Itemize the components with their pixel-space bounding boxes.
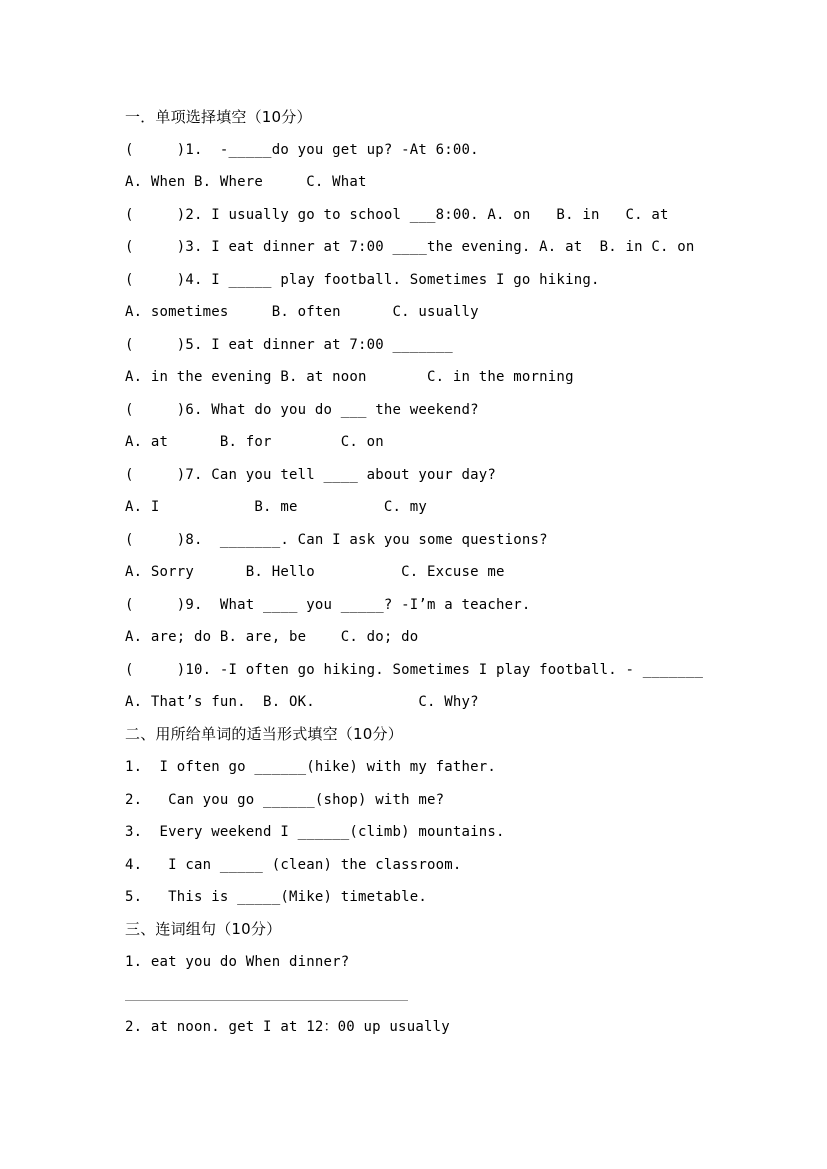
mc-options-4: A. sometimes B. often C. usually xyxy=(125,304,479,320)
section-two-title: 二、用所给单词的适当形式填空（10分） xyxy=(125,725,403,743)
mc-question-5: ( )5. I eat dinner at 7:00 _______ xyxy=(125,337,453,353)
section-one-title: 一．单项选择填空（10分） xyxy=(125,108,312,126)
mc-question-8: ( )8. _______. Can I ask you some questions? xyxy=(125,532,548,548)
order-question-2: 2. at noon. get I at 12：00 up usually xyxy=(125,1019,450,1035)
mc-options-7: A. I B. me C. my xyxy=(125,499,428,515)
answer-line xyxy=(125,1000,408,1001)
mc-options-9: A. are; do B. are, be C. do; do xyxy=(125,629,419,645)
mc-question-10: ( )10. -I often go hiking. Sometimes I play football. - _______ xyxy=(125,662,704,678)
mc-question-9: ( )9. What ____ you _____? -I’m a teacher. xyxy=(125,597,531,613)
mc-options-5: A. in the evening B. at noon C. in the morning xyxy=(125,369,574,385)
mc-question-6: ( )6. What do you do ___ the weekend? xyxy=(125,402,479,418)
mc-options-1: A. When B. Where C. What xyxy=(125,174,367,190)
mc-options-8: A. Sorry B. Hello C. Excuse me xyxy=(125,564,505,580)
fill-question-5: 5. This is _____(Mike) timetable. xyxy=(125,889,428,905)
mc-question-4: ( )4. I _____ play football. Sometimes I go hiking. xyxy=(125,272,600,288)
mc-question-3: ( )3. I eat dinner at 7:00 ____the evening. A. at B. in C. on xyxy=(125,239,695,255)
fill-question-1: 1. I often go ______(hike) with my father. xyxy=(125,759,497,775)
section-three-title: 三、连词组句（10分） xyxy=(125,920,282,938)
fill-question-4: 4. I can _____ (clean) the classroom. xyxy=(125,857,462,873)
mc-question-2: ( )2. I usually go to school ___8:00. A. on B. in C. at xyxy=(125,207,669,223)
mc-options-6: A. at B. for C. on xyxy=(125,434,384,450)
fill-question-3: 3. Every weekend I ______(climb) mountains. xyxy=(125,824,505,840)
mc-options-10: A. That’s fun. B. OK. C. Why? xyxy=(125,694,479,710)
fill-question-2: 2. Can you go ______(shop) with me? xyxy=(125,792,445,808)
mc-question-1: ( )1. -_____do you get up? -At 6:00. xyxy=(125,142,479,158)
order-question-1: 1. eat you do When dinner? xyxy=(125,954,350,970)
mc-question-7: ( )7. Can you tell ____ about your day? xyxy=(125,467,497,483)
